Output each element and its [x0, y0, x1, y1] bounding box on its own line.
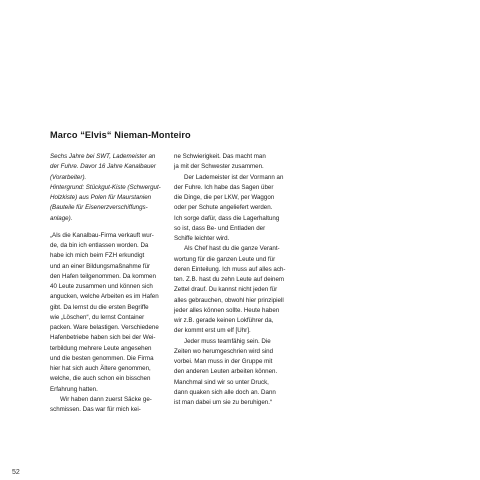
body-line: ja mit der Schwester zusammen. — [174, 163, 264, 171]
body-line: jeder alles können sollte. Heute haben — [174, 306, 280, 314]
body-line: und an einer Bildungsmaßnahme für — [50, 262, 151, 270]
body-line: vorbei. Man muss in der Gruppe mit — [174, 358, 273, 365]
body-line: Zettel drauf. Du kannst nicht jeden für — [174, 286, 278, 294]
body-line: Manchmal sind wir so unter Druck, — [174, 378, 269, 386]
intro-line: anlage). — [50, 214, 73, 222]
paragraph-gap — [50, 224, 168, 231]
right-text-column — [174, 152, 292, 408]
intro-line: der Fuhre. Davor 16 Jahre Kanalbauer — [50, 163, 156, 171]
body-line: wie „Löschen“, du lernst Container — [50, 313, 145, 321]
body-line: wir z.B. gerade keinen Lokführer da, — [174, 317, 274, 324]
body-line: 40 Leute zusammen und können sich — [50, 283, 153, 290]
body-line: Als Chef hast du die ganze Verant- — [184, 245, 280, 253]
body-line: „Als die Kanalbau-Firma verkauft wur- — [50, 231, 154, 239]
article-title: Marco “Elvis“ Nieman-Monteiro — [50, 130, 191, 140]
body-line: ne Schwierigkeit. Das macht man — [174, 153, 266, 160]
body-line: der Fuhre. Ich habe das Sagen über — [174, 183, 274, 191]
body-line: Wir haben dann zuerst Säcke ge- — [60, 395, 152, 403]
body-line: den anderen Leuten arbeiten können. — [174, 368, 278, 376]
intro-line: Holzkiste) aus Polen für Maurstanien — [50, 194, 152, 201]
body-line: Ich sorge dafür, dass die Lagerhaltung — [174, 214, 280, 222]
body-line: gibt. Da lernst du die ersten Begriffe — [50, 303, 149, 311]
body-line: oder per Schute angeliefert werden. — [174, 204, 273, 212]
body-line: schmissen. Das war für mich kei- — [50, 406, 141, 413]
body-line: und die besten genommen. Die Firma — [50, 354, 154, 362]
body-line: angucken, welche Arbeiten es im Hafen — [50, 293, 159, 301]
body-line: Zeiten wo herumgeschrien wird sind — [174, 347, 274, 355]
intro-line: Hintergrund: Stückgut-Kiste (Schwergut- — [50, 183, 161, 191]
body-line: so ist, dass Be- und Entladen der — [174, 224, 266, 232]
page-number: 52 — [12, 469, 20, 476]
body-line: ist man dabei um sie zu beruhigen.“ — [174, 399, 273, 406]
body-line: ten. Z.B. hast du zehn Leute auf deinem — [174, 276, 285, 283]
body-line: hier hat sich auch Ältere genommen, — [50, 365, 151, 372]
body-line: welche, die auch schon ein bisschen — [50, 375, 151, 383]
body-line: Schiffe leichter wird. — [174, 235, 230, 242]
body-line: Erfahrung hatten. — [50, 385, 98, 393]
body-line: alles gebrauchen, obwohl hier prinzipiell — [174, 296, 284, 304]
body-line: terbildung mehrere Leute angesehen — [50, 344, 152, 352]
body-line: de, da bin ich entlassen worden. Da — [50, 242, 149, 249]
left-text-column — [50, 152, 168, 415]
body-line: den Hafen teilgenommen. Da kommen — [50, 272, 156, 280]
body-line: Jeder muss teamfähig sein. Die — [184, 337, 271, 345]
body-line: Hafenbetriebe haben sich bei der Wei- — [50, 334, 156, 342]
body-line: der kommt erst um elf [Uhr]. — [174, 327, 251, 335]
intro-line: (Vorarbeiter). — [50, 173, 87, 181]
body-line: Der Lademeister ist der Vormann an — [184, 173, 284, 181]
body-line: dann quaken sich alle doch an. Dann — [174, 388, 276, 396]
intro-line: (Bauteile für Eisenerzverschiffungs- — [50, 204, 148, 212]
body-line: packen. Ware belastigen. Verschiedene — [50, 324, 159, 331]
body-line: wortung für die ganzen Leute und für — [174, 255, 276, 263]
body-line: die Dinge, die per LKW, per Waggon — [174, 194, 275, 201]
body-line: habe ich mich beim FZH erkundigt — [50, 252, 145, 260]
intro-line: Sechs Jahre bei SWT, Lademeister an — [50, 153, 156, 160]
body-line: deren Einteilung. Ich muss auf alles ach- — [174, 265, 286, 273]
